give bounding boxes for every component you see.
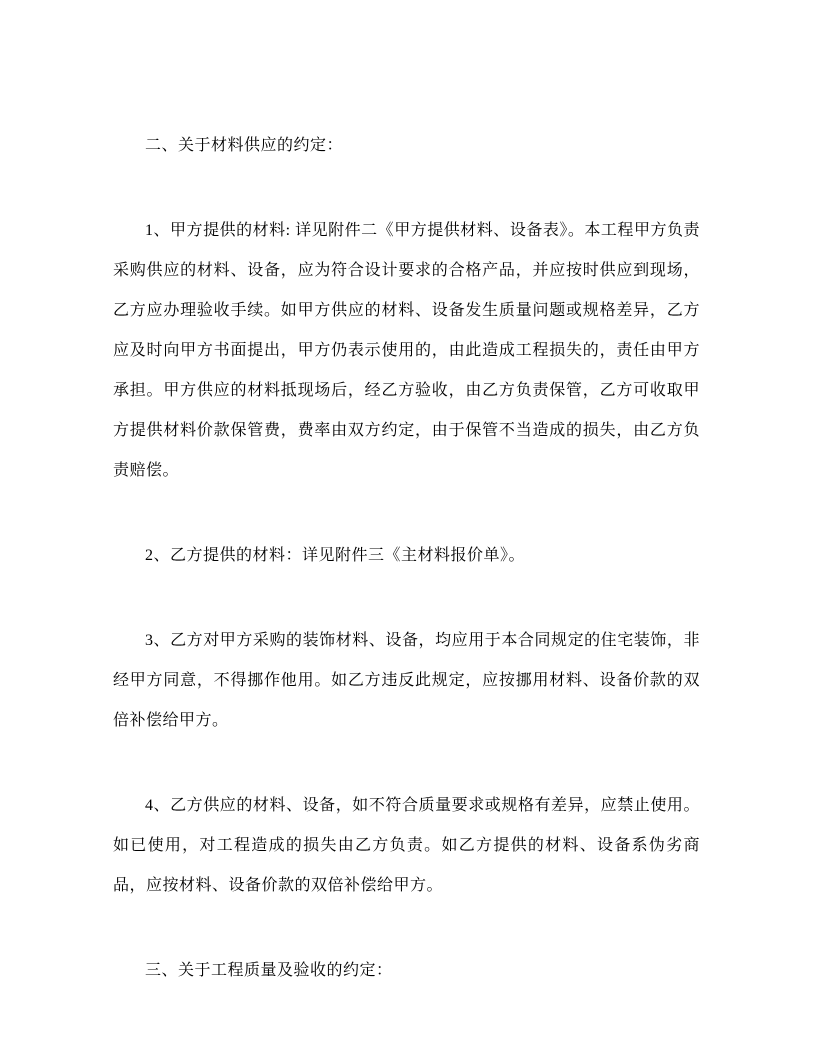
section-heading-quality-acceptance: 三、关于工程质量及验收的约定： [145, 962, 393, 979]
paragraph-clause-3-misappropriation: 3、乙方对甲方采购的装饰材料、设备，均应用于本合同规定的住宅装饰，非经甲方同意，不得挪作他用。如乙方违反此规定，应按挪用材料、设备价款的双倍补偿给甲方。 [113, 632, 700, 729]
paragraph-clause-1-party-a-materials: 1、甲方提供的材料: 详见附件二《甲方提供材料、设备表》。本工程甲方负责采购供应的材料、设备，应为符合设计要求的合格产品，并应按时供应到现场，乙方应办理验收手续。如甲方供应的材料、设备发生质量问题或规格差异，乙方应及时向甲方书面提出，甲方仍表示使用的，由此造成工程损失的，责任由甲方承担。甲方供应的材料抵现场后，经乙方验收，由乙方负责保管，乙方可收取甲方提供材料价款保管费，费率由双方约定，由于保管不当造成的损失，由乙方负责赔偿。 [113, 222, 700, 479]
section-heading-material-supply: 二、关于材料供应的约定： [145, 137, 344, 154]
paragraph-clause-2-party-b-materials: 2、乙方提供的材料：详见附件三《主材料报价单》。 [145, 547, 526, 564]
paragraph-clause-4-defective-materials: 4、乙方供应的材料、设备，如不符合质量要求或规格有差异，应禁止使用。如已使用，对工程造成的损失由乙方负责。如乙方提供的材料、设备系伪劣商品，应按材料、设备价款的双倍补偿给甲方。 [113, 797, 700, 894]
